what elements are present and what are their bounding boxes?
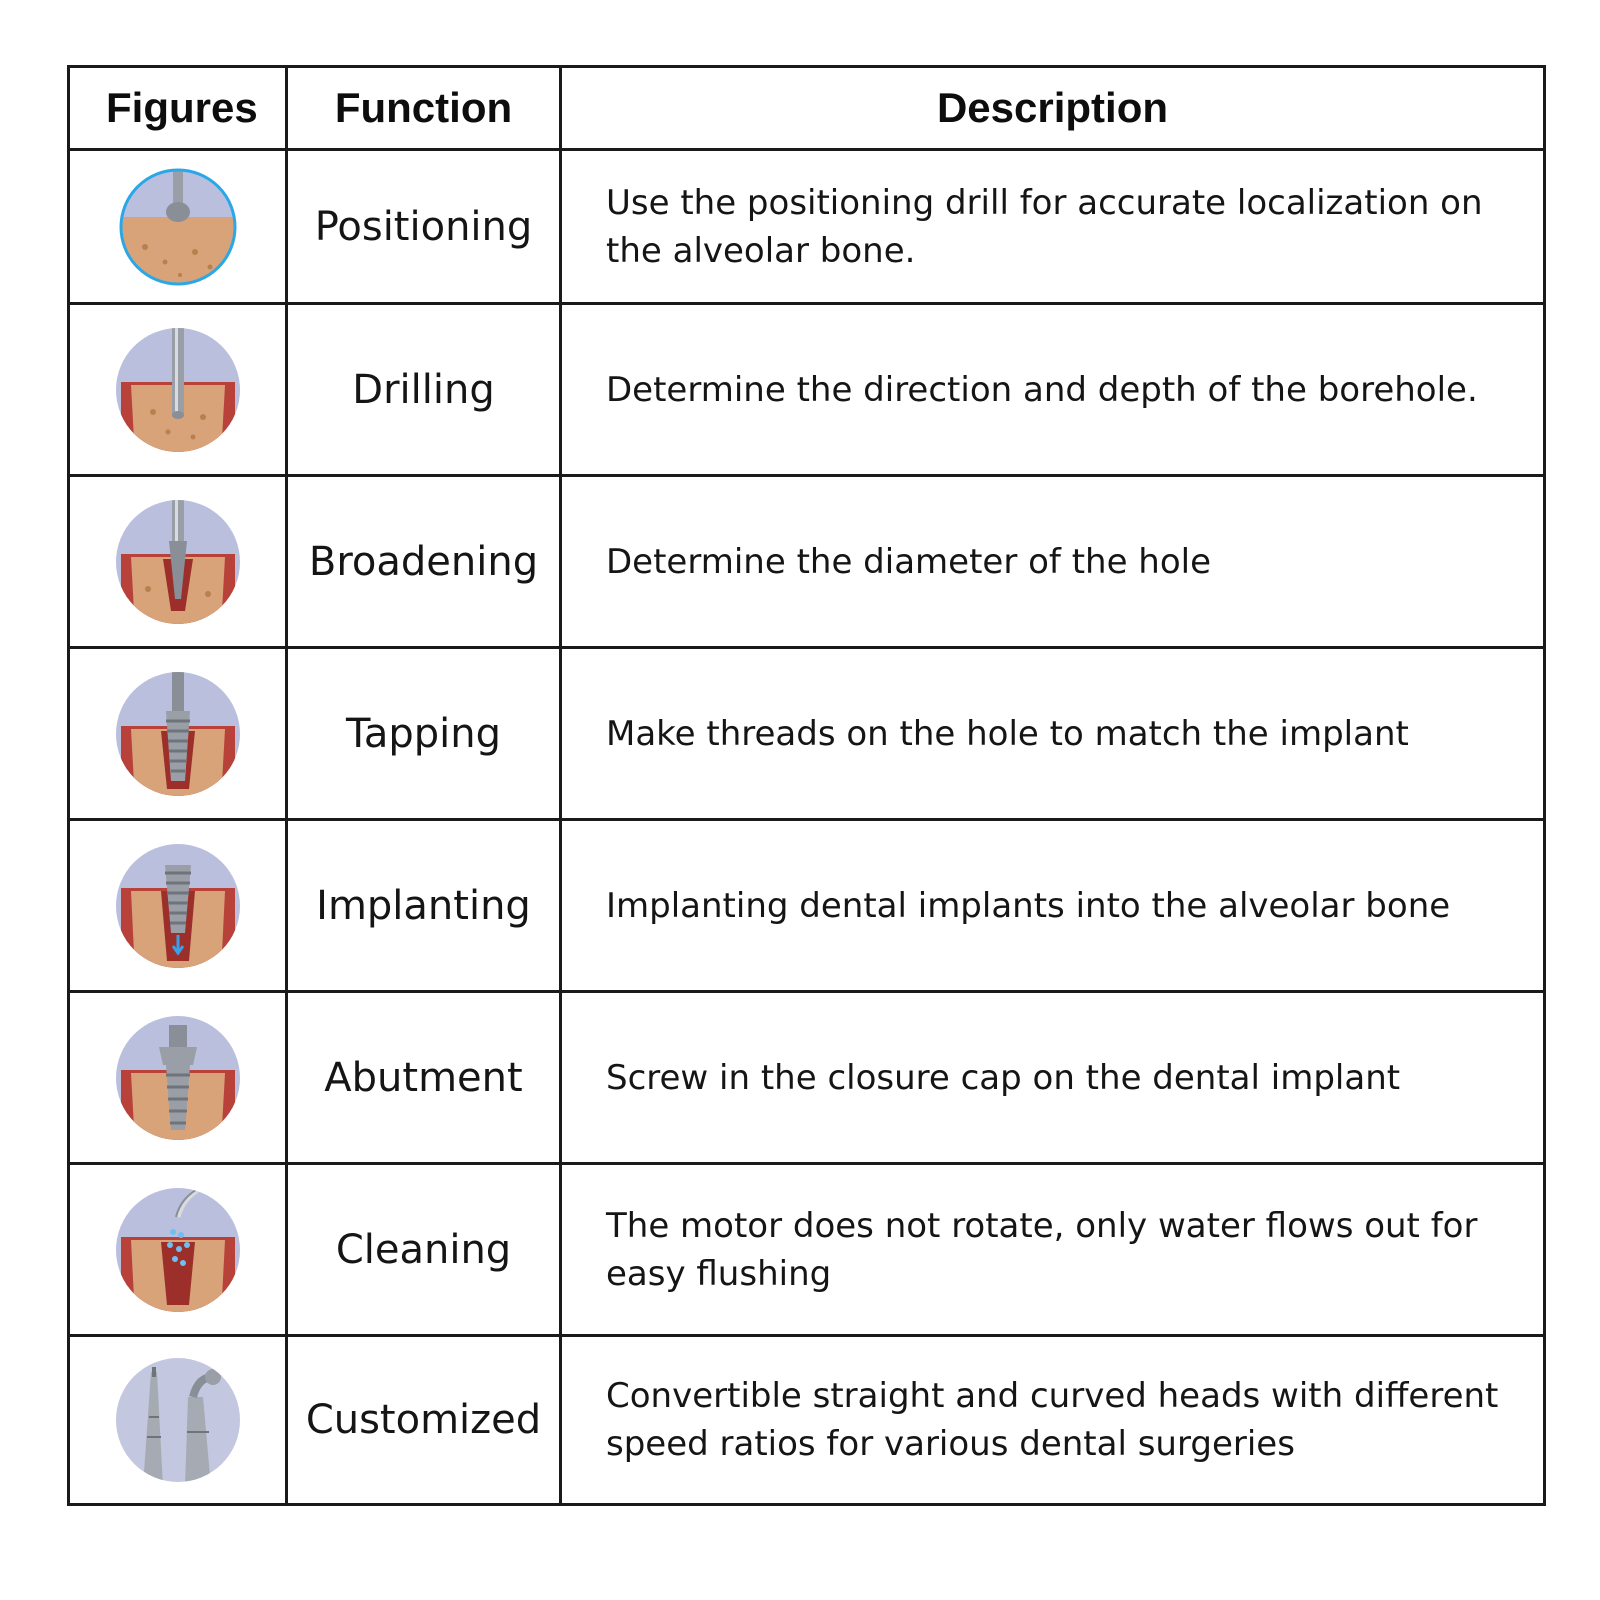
- description-cell: Determine the direction and depth of the borehole.: [561, 304, 1545, 476]
- function-cell: Cleaning: [287, 1164, 561, 1336]
- figure-cell: [69, 1336, 287, 1505]
- description-cell: Convertible straight and curved heads with different speed ratios for various dental surgeries: [561, 1336, 1545, 1505]
- implant-icon: [113, 843, 243, 969]
- abutment-icon: [113, 1015, 243, 1141]
- description-cell: Screw in the closure cap on the dental implant: [561, 992, 1545, 1164]
- figure-cell: [69, 150, 287, 304]
- cleaning-water-icon: [113, 1187, 243, 1313]
- positioning-drill-icon: [115, 167, 241, 287]
- table-row: [69, 476, 1545, 648]
- header-row: [69, 67, 1545, 150]
- description-cell: Make threads on the hole to match the implant: [561, 648, 1545, 820]
- figure-cell: [69, 820, 287, 992]
- function-cell: Positioning: [287, 150, 561, 304]
- header-figures: Figures: [69, 67, 287, 150]
- table-row: [69, 648, 1545, 820]
- table-row: [69, 150, 1545, 304]
- figure-cell: [69, 1164, 287, 1336]
- table-row: [69, 820, 1545, 992]
- tapping-drill-icon: [113, 671, 243, 797]
- table-row: [69, 304, 1545, 476]
- figure-cell: [69, 304, 287, 476]
- function-cell: Implanting: [287, 820, 561, 992]
- description-cell: Use the positioning drill for accurate localization on the alveolar bone.: [561, 150, 1545, 304]
- description-cell: Determine the diameter of the hole: [561, 476, 1545, 648]
- function-cell: Customized: [287, 1336, 561, 1505]
- figure-cell: [69, 476, 287, 648]
- table-row: [69, 1164, 1545, 1336]
- broadening-drill-icon: [113, 499, 243, 625]
- function-table: [67, 65, 1546, 1506]
- figure-cell: [69, 992, 287, 1164]
- function-cell: Broadening: [287, 476, 561, 648]
- table-row: [69, 992, 1545, 1164]
- description-cell: The motor does not rotate, only water flows out for easy flushing: [561, 1164, 1545, 1336]
- handpiece-heads-icon: [113, 1357, 243, 1483]
- function-cell: Tapping: [287, 648, 561, 820]
- drilling-icon: [113, 327, 243, 453]
- figure-cell: [69, 648, 287, 820]
- header-description: Description: [561, 67, 1545, 150]
- table-row: [69, 1336, 1545, 1505]
- header-function: Function: [287, 67, 561, 150]
- function-cell: Abutment: [287, 992, 561, 1164]
- function-cell: Drilling: [287, 304, 561, 476]
- description-cell: Implanting dental implants into the alveolar bone: [561, 820, 1545, 992]
